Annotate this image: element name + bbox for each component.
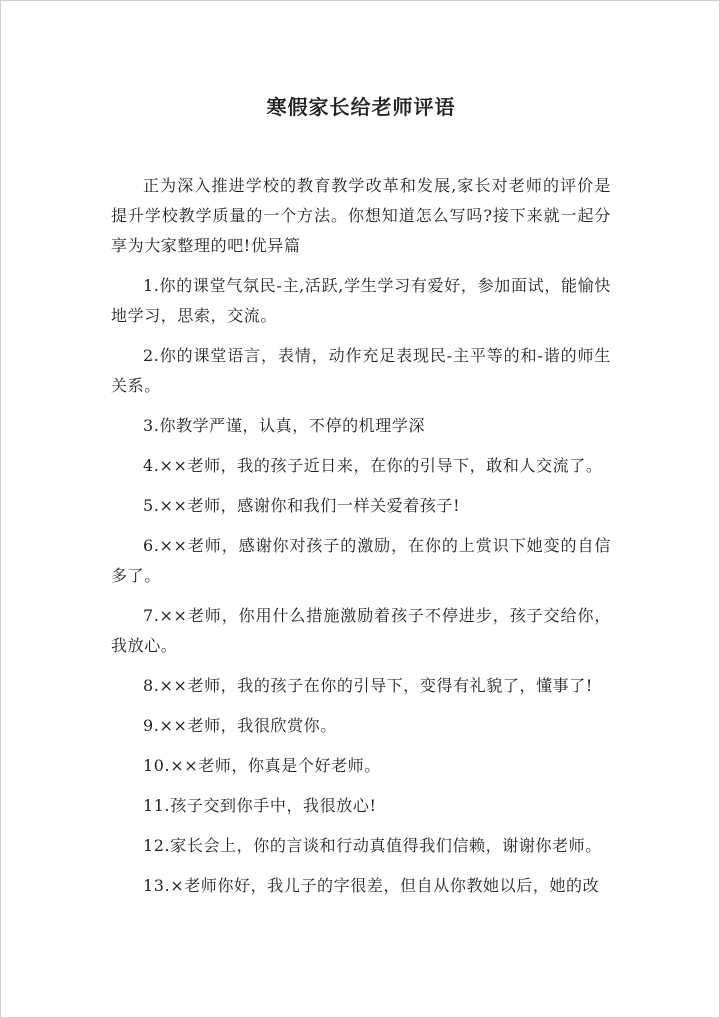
comment-item-2: 2.你的课堂语言，表情，动作充足表现民-主平等的和-谐的师生关系。 [111, 346, 611, 395]
comment-item-11: 11.孩子交到你手中，我很放心! [143, 796, 377, 815]
comment-item-5: 5.××老师，感谢你和我们一样关爱着孩子! [143, 496, 461, 515]
intro-paragraph: 正为深入推进学校的教育教学改革和发展,家长对老师的评价是提升学校教学质量的一个方法。你想知道怎么写吗?接下来就一起分享为大家整理的吧!优异篇 [111, 176, 611, 255]
comment-item-7: 7.××老师，你用什么措施激励着孩子不停进步，孩子交给你，我放心。 [111, 606, 611, 655]
comment-item-13: 13.×老师你好，我儿子的字很差，但自从你教她以后，她的改 [143, 876, 600, 895]
comment-item-6: 6.××老师，感谢你对孩子的激励，在你的上赏识下她变的自信多了。 [111, 536, 611, 585]
comment-item-12: 12.家长会上，你的言谈和行动真值得我们信赖，谢谢你老师。 [143, 836, 602, 855]
comment-item-1: 1.你的课堂气氛民-主,活跃,学生学习有爱好，参加面试，能愉快地学习，思索，交流。 [111, 276, 611, 325]
comment-item-4: 4.××老师，我的孩子近日来，在你的引导下，敢和人交流了。 [143, 456, 603, 475]
comment-item-10: 10.××老师，你真是个好老师。 [143, 756, 381, 775]
document-title: 寒假家长给老师评语 [266, 95, 456, 119]
comment-item-8: 8.××老师，我的孩子在你的引导下，变得有礼貌了，懂事了! [143, 676, 593, 695]
comment-item-3: 3.你教学严谨，认真，不停的机理学深 [143, 416, 426, 435]
document-body [111, 171, 611, 911]
comment-item-9: 9.××老师，我很欣赏你。 [143, 716, 337, 735]
